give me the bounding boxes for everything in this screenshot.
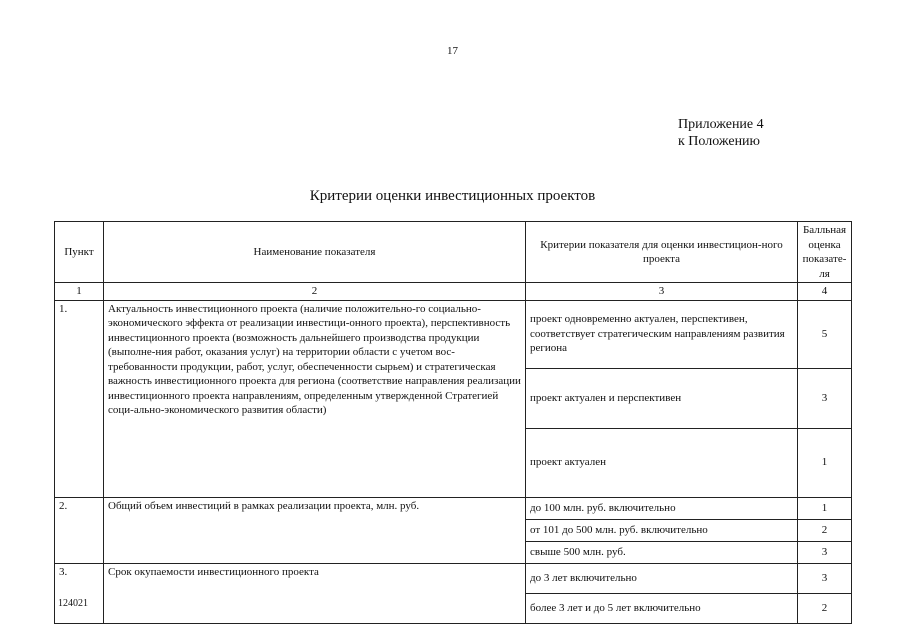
document-code: 124021: [58, 598, 88, 609]
indicator-name: Срок окупаемости инвестиционного проекта: [104, 563, 526, 623]
criterion-text: свыше 500 млн. руб.: [526, 541, 798, 563]
header-indicator-name: Наименование показателя: [104, 222, 526, 283]
criterion-score: 1: [798, 497, 852, 519]
header-item-number: Пункт: [55, 222, 104, 283]
criterion-text: проект актуален: [526, 428, 798, 497]
criterion-text: до 100 млн. руб. включительно: [526, 497, 798, 519]
appendix-note: [678, 116, 764, 150]
column-number: 1: [55, 283, 104, 301]
table-row: [55, 300, 852, 368]
criterion-score: 2: [798, 519, 852, 541]
header-criteria: Критерии показателя для оценки инвестицион-ного проекта: [526, 222, 798, 283]
column-number-row: [55, 283, 852, 301]
row-number: 2.: [55, 497, 104, 563]
appendix-line-2: к Положению: [678, 134, 761, 149]
row-number: 1.: [55, 300, 104, 497]
document-title: Критерии оценки инвестиционных проектов: [309, 188, 596, 204]
table-header-row: [55, 222, 852, 283]
criterion-text: проект актуален и перспективен: [526, 368, 798, 428]
header-score: Балльная оценка показате-ля: [798, 222, 852, 283]
column-number: 3: [526, 283, 798, 301]
appendix-line-1: Приложение 4: [678, 117, 764, 132]
criterion-text: более 3 лет и до 5 лет включительно: [526, 593, 798, 623]
criterion-text: от 101 до 500 млн. руб. включительно: [526, 519, 798, 541]
criterion-text: до 3 лет включительно: [526, 563, 798, 593]
criterion-text: проект одновременно актуален, перспективен, соответствует стратегическим направлениям развития региона: [526, 300, 798, 368]
criterion-score: 1: [798, 428, 852, 497]
criterion-score: 3: [798, 541, 852, 563]
table-row: [55, 497, 852, 519]
indicator-name: Актуальность инвестиционного проекта (наличие положительно-го социально-экономического эффекта от реализации инвестици-онного проекта), перспективность инвестиционного проекта (возможность дальнейшего производства продукции (выполне-ния работ, оказания услуг) на территории области с учетом вос-требованности продукции, работ, услуг, обеспеченности сырьем) и стратегическая важность инвестиционного проекта для региона (соответствие направления реализации инвестиционного проекта направлениям, определенным утвержденной Стратегией соци-ально-экономического развития области): [104, 300, 526, 497]
page-number: 17: [447, 45, 458, 57]
column-number: 2: [104, 283, 526, 301]
row-number: 3.: [55, 563, 104, 623]
column-number: 4: [798, 283, 852, 301]
table-row: [55, 563, 852, 593]
criterion-score: 3: [798, 368, 852, 428]
criterion-score: 5: [798, 300, 852, 368]
indicator-name: Общий объем инвестиций в рамках реализации проекта, млн. руб.: [104, 497, 526, 563]
criteria-table: [54, 221, 852, 624]
criterion-score: 3: [798, 563, 852, 593]
criterion-score: 2: [798, 593, 852, 623]
